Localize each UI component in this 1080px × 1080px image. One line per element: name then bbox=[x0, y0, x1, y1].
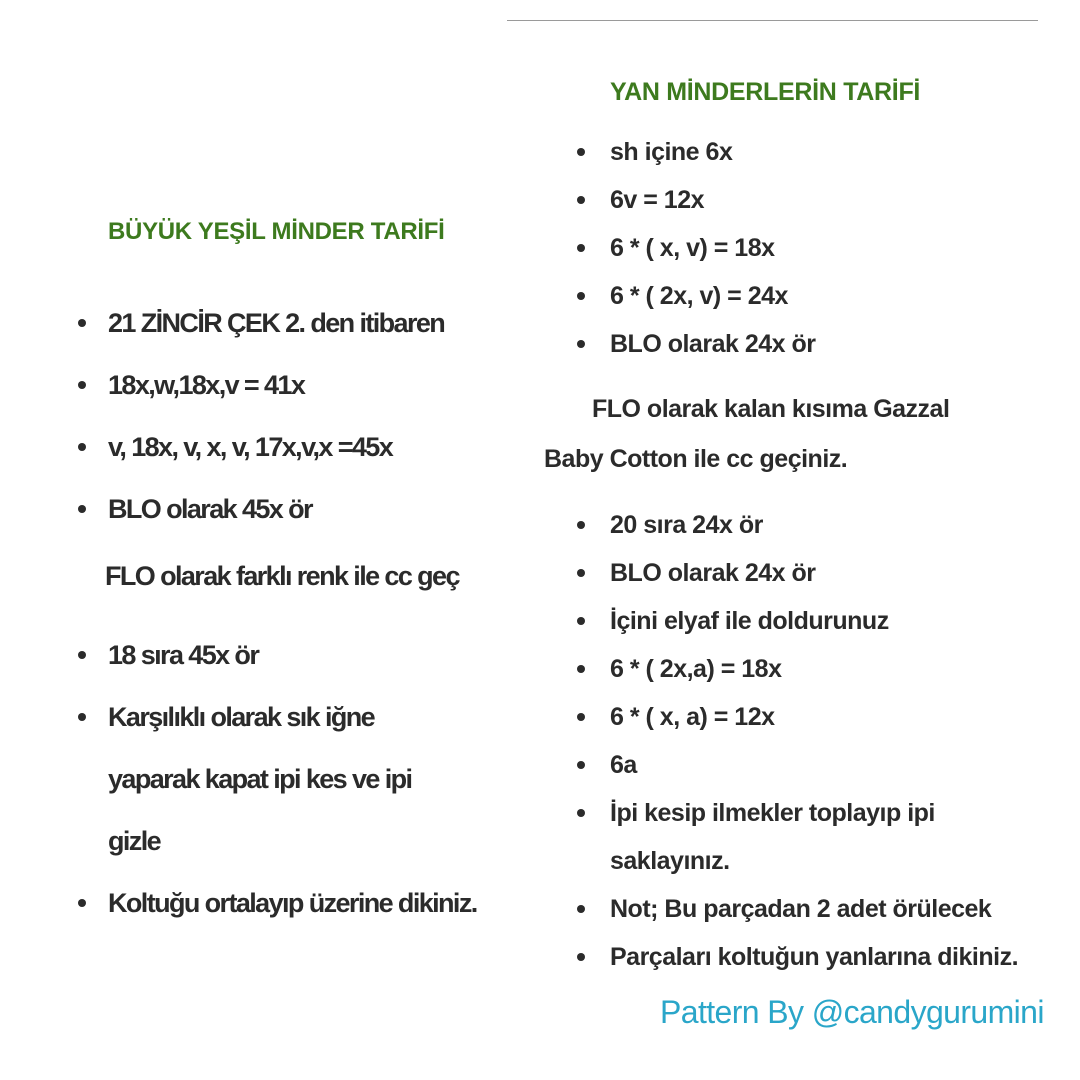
list-item: İçini elyaf ile doldurunuz bbox=[540, 597, 1060, 645]
list-item: 18 sıra 45x ör bbox=[70, 624, 500, 686]
bullet-icon bbox=[78, 505, 86, 513]
big-cushion-recipe bbox=[70, 218, 500, 934]
bullet-icon bbox=[577, 905, 585, 913]
pattern-credit: Pattern By @candygurumini bbox=[660, 994, 1044, 1030]
list-item: v, 18x, v, x, v, 17x,v,x =45x bbox=[70, 416, 500, 478]
bullet-icon bbox=[577, 148, 585, 156]
top-divider bbox=[507, 20, 1038, 21]
side-cushion-title: YAN MİNDERLERİN TARİFİ bbox=[610, 78, 921, 106]
bullet-icon bbox=[577, 196, 585, 204]
list-item: 21 ZİNCİR ÇEK 2. den itibaren bbox=[70, 292, 500, 354]
bullet-icon bbox=[78, 651, 86, 659]
bullet-icon bbox=[577, 244, 585, 252]
big-cushion-note: FLO olarak farklı renk ile cc geç bbox=[105, 561, 459, 591]
big-cushion-steps-1 bbox=[70, 292, 500, 540]
list-item: 6 * ( x, v) = 18x bbox=[540, 224, 1060, 272]
list-item: BLO olarak 45x ör bbox=[70, 478, 500, 540]
list-item: 6a bbox=[540, 741, 1060, 789]
bullet-icon bbox=[577, 340, 585, 348]
bullet-icon bbox=[78, 713, 86, 721]
bullet-icon bbox=[577, 617, 585, 625]
side-cushion-note: FLO olarak kalan kısıma Gazzal Baby Cotton ile cc geçiniz. bbox=[544, 395, 950, 473]
list-item: 6 * ( 2x,a) = 18x bbox=[540, 645, 1060, 693]
side-cushion-steps-2 bbox=[540, 501, 1060, 981]
bullet-icon bbox=[78, 899, 86, 907]
bullet-icon bbox=[78, 381, 86, 389]
bullet-icon bbox=[78, 443, 86, 451]
bullet-icon bbox=[577, 665, 585, 673]
big-cushion-title: BÜYÜK YEŞİL MİNDER TARİFİ bbox=[108, 218, 445, 245]
list-item: 6 * ( x, a) = 12x bbox=[540, 693, 1060, 741]
list-item: Koltuğu ortalayıp üzerine dikiniz. bbox=[70, 872, 500, 934]
bullet-icon bbox=[577, 953, 585, 961]
list-item: 18x,w,18x,v = 41x bbox=[70, 354, 500, 416]
list-item: Parçaları koltuğun yanlarına dikiniz. bbox=[540, 933, 1060, 981]
list-item: Not; Bu parçadan 2 adet örülecek bbox=[540, 885, 1060, 933]
list-item: 6 * ( 2x, v) = 24x bbox=[540, 272, 1060, 320]
list-item: İpi kesip ilmekler toplayıp ipi saklayınız. bbox=[540, 789, 980, 885]
bullet-icon bbox=[577, 809, 585, 817]
list-item: BLO olarak 24x ör bbox=[540, 320, 1060, 368]
bullet-icon bbox=[577, 713, 585, 721]
bullet-icon bbox=[577, 521, 585, 529]
side-cushion-recipe bbox=[540, 78, 1060, 981]
side-cushion-steps-1 bbox=[540, 128, 1060, 368]
bullet-icon bbox=[577, 292, 585, 300]
list-item: sh içine 6x bbox=[540, 128, 1060, 176]
list-item: Karşılıklı olarak sık iğne yaparak kapat ipi kes ve ipi gizle bbox=[70, 686, 438, 872]
list-item: BLO olarak 24x ör bbox=[540, 549, 1060, 597]
list-item: 20 sıra 24x ör bbox=[540, 501, 1060, 549]
bullet-icon bbox=[78, 319, 86, 327]
bullet-icon bbox=[577, 761, 585, 769]
big-cushion-steps-2 bbox=[70, 624, 500, 934]
list-item: 6v = 12x bbox=[540, 176, 1060, 224]
bullet-icon bbox=[577, 569, 585, 577]
